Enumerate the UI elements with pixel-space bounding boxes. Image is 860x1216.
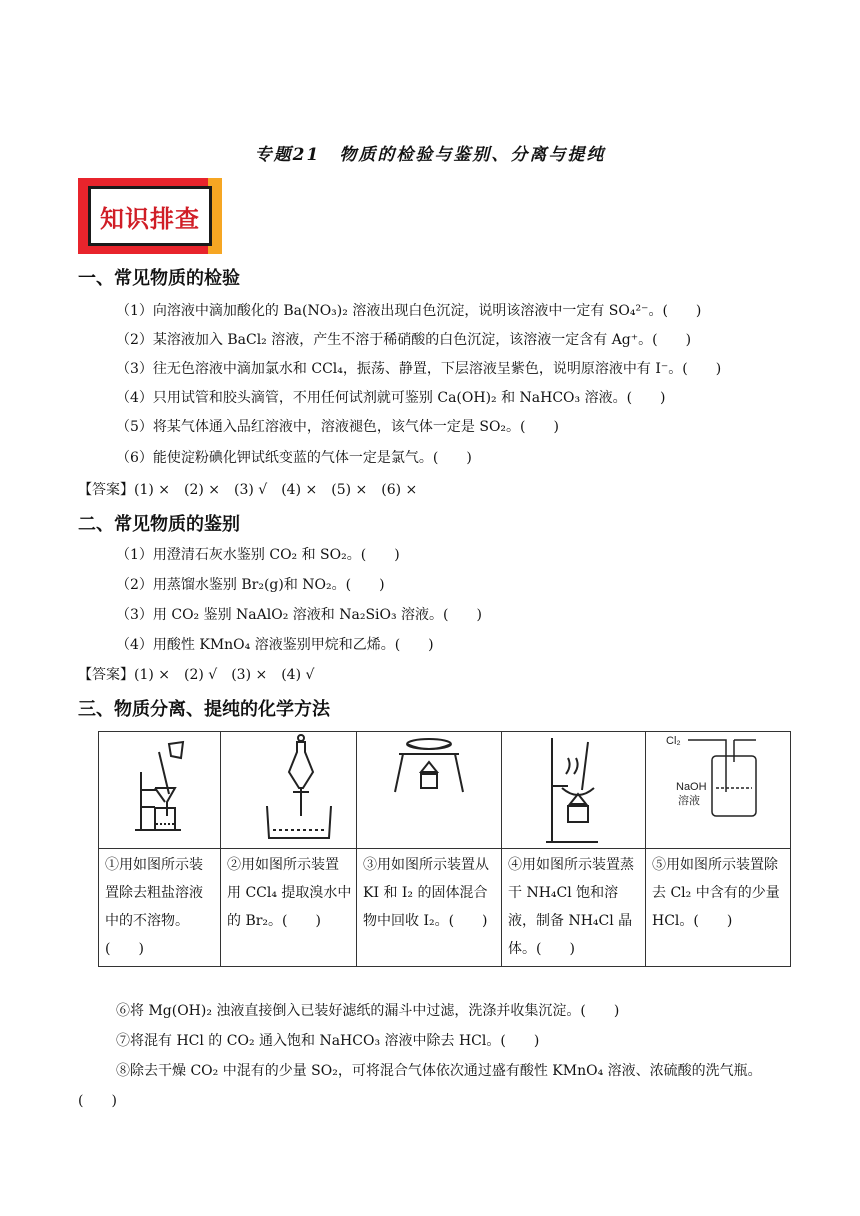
section2-item: （3）用 CO₂ 鉴别 NaAlO₂ 溶液和 Na₂SiO₃ 溶液。( )	[116, 607, 482, 623]
section3-item-blank: ( )	[78, 1093, 117, 1109]
cell-4: ④用如图所示装置蒸干 NH₄Cl 饱和溶液，制备 NH₄Cl 晶体。( )	[502, 849, 646, 967]
section3-item: ⑦将混有 HCl 的 CO₂ 通入饱和 NaHCO₃ 溶液中除去 HCl。( )	[116, 1033, 540, 1049]
badge-frame	[88, 186, 212, 246]
figure-separatory-funnel	[221, 732, 357, 849]
section1-item: （2）某溶液加入 BaCl₂ 溶液，产生不溶于稀硝酸的白色沉淀，该溶液一定含有 Ag⁺。( )	[116, 332, 692, 348]
section3-item: ⑧除去干燥 CO₂ 中混有的少量 SO₂，可将混合气体依次通过盛有酸性 KMnO₄ 溶液、浓硫酸的洗气瓶。	[116, 1063, 762, 1079]
cl2-label: Cl₂	[666, 735, 681, 747]
section2-answer: 【答案】(1) × (2) √ (3) × (4) √	[78, 667, 315, 683]
figure-sublimation	[357, 732, 502, 849]
section2-item: （1）用澄清石灰水鉴别 CO₂ 和 SO₂。( )	[116, 547, 400, 563]
cell-3: ③用如图所示装置从 KI 和 I₂ 的固体混合物中回收 I₂。( )	[357, 849, 502, 967]
cell-5: ⑤用如图所示装置除去 Cl₂ 中含有的少量 HCl。( )	[646, 849, 791, 967]
section2-item: （2）用蒸馏水鉴别 Br₂(g)和 NO₂。( )	[116, 577, 385, 593]
section3-heading: 三、物质分离、提纯的化学方法	[78, 699, 330, 720]
gas-washing-bottle-icon	[646, 732, 791, 848]
section2-item: （4）用酸性 KMnO₄ 溶液鉴别甲烷和乙烯。( )	[116, 637, 434, 653]
figure-gas-wash	[646, 732, 791, 849]
section1-item: （4）只用试管和胶头滴管，不用任何试剂就可鉴别 Ca(OH)₂ 和 NaHCO₃ 溶液。( )	[116, 390, 666, 406]
filtration-apparatus-icon	[99, 732, 221, 848]
apparatus-table	[98, 731, 791, 967]
evaporating-dish-icon	[502, 732, 646, 848]
figure-filtration	[99, 732, 221, 849]
section1-item: （1）向溶液中滴加酸化的 Ba(NO₃)₂ 溶液出现白色沉淀，说明该溶液中一定有 SO₄²⁻。( )	[116, 303, 702, 319]
section1-item: （3）往无色溶液中滴加氯水和 CCl₄，振荡、静置，下层溶液呈紫色，说明原溶液中有 I⁻。( )	[116, 361, 722, 377]
cell-2: ②用如图所示装置用 CCl₄ 提取溴水中的 Br₂。( )	[221, 849, 357, 967]
naoh-label: NaOH	[676, 781, 707, 793]
knowledge-badge	[78, 178, 222, 254]
section1-item: （5）将某气体通入品红溶液中，溶液褪色，该气体一定是 SO₂。( )	[116, 419, 559, 435]
section1-answer: 【答案】(1) × (2) × (3) √ (4) × (5) × (6) ×	[78, 482, 418, 498]
separatory-funnel-icon	[221, 732, 357, 848]
cell-1: ①用如图所示装置除去粗盐溶液中的不溶物。( )	[99, 849, 221, 967]
solution-label: 溶液	[678, 795, 700, 807]
section1-item: （6）能使淀粉碘化钾试纸变蓝的气体一定是氯气。( )	[116, 450, 472, 466]
heating-dish-icon	[357, 732, 502, 848]
section3-item: ⑥将 Mg(OH)₂ 浊液直接倒入已装好滤纸的漏斗中过滤，洗涤并收集沉淀。( )	[116, 1003, 620, 1019]
section1-heading: 一、常见物质的检验	[78, 268, 240, 289]
page-title: 专题21 物质的检验与鉴别、分离与提纯	[254, 145, 606, 165]
figure-evaporation	[502, 732, 646, 849]
badge-label: 知识排查	[100, 204, 200, 233]
section2-heading: 二、常见物质的鉴别	[78, 514, 240, 535]
